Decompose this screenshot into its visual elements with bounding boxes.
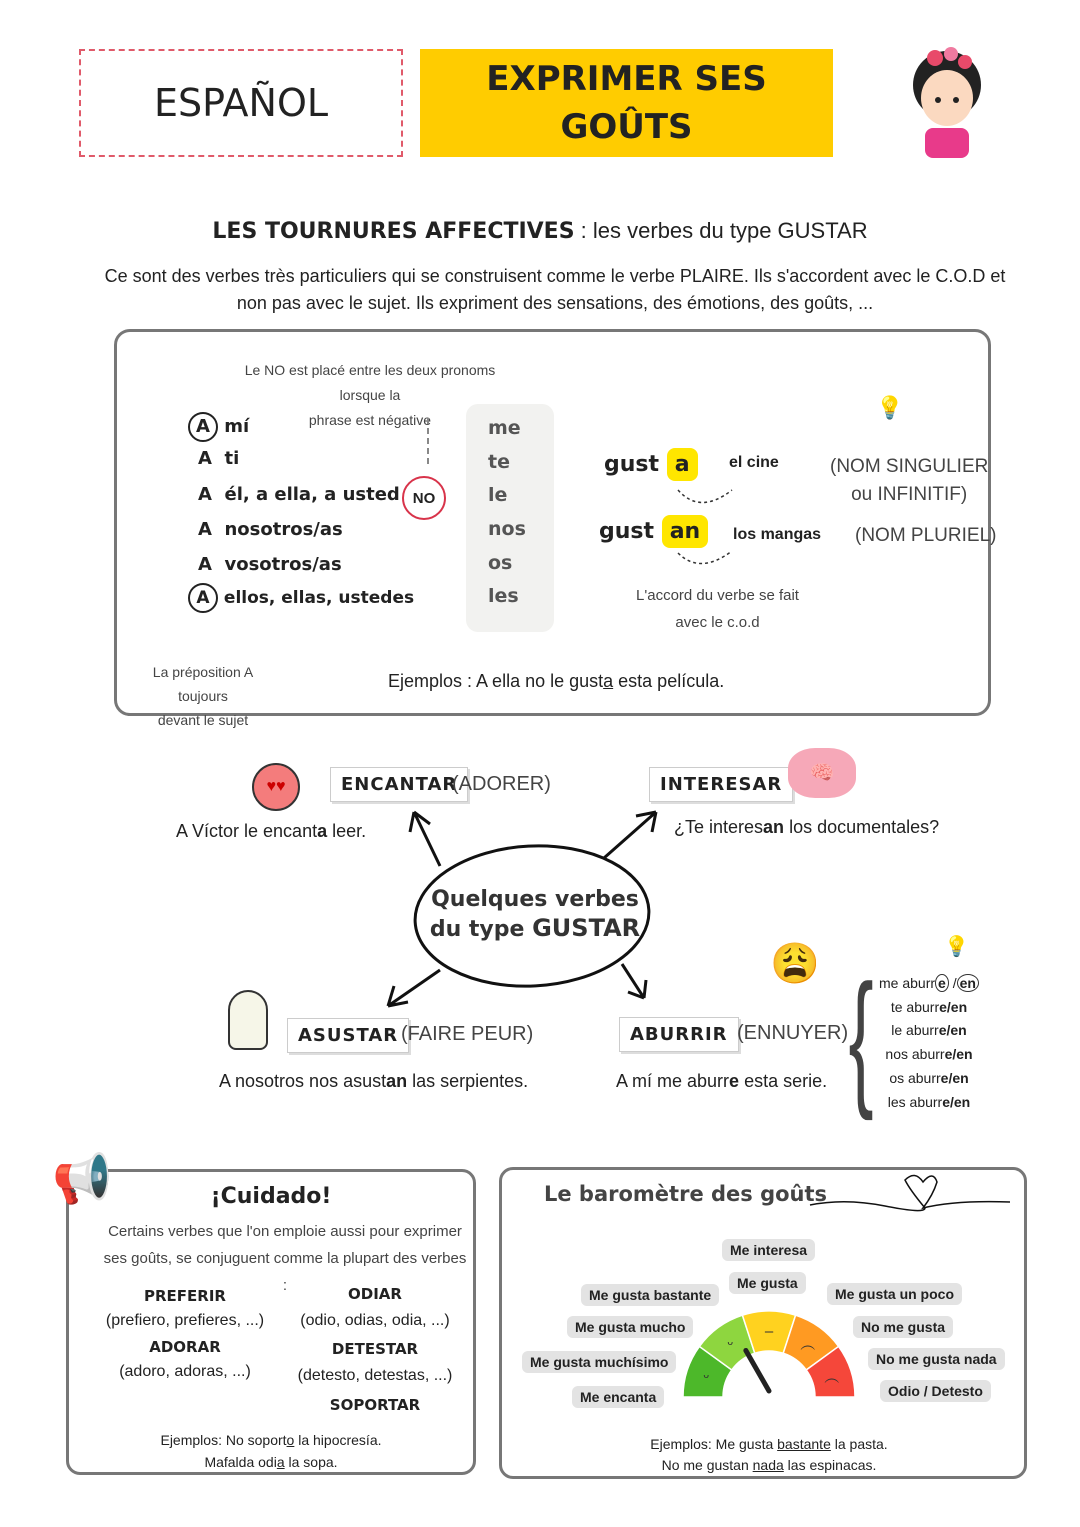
conj-sep: / (952, 975, 957, 991)
verb-soportar: SOPORTAR (329, 1396, 421, 1414)
frown-face-icon: ︵ (800, 1335, 816, 1353)
label-odio-detesto: Odio / Detesto (880, 1380, 991, 1402)
example-line (499, 1434, 1039, 1455)
aburrir-example (616, 1071, 827, 1092)
conj-end: e/en (939, 998, 968, 1015)
conj-line (870, 1043, 988, 1067)
preposition-a: A (198, 448, 212, 469)
conj-line (870, 1019, 988, 1043)
center-line: du type (429, 917, 533, 942)
conj-stem: te aburr (890, 998, 940, 1015)
neutral-face-icon: – (764, 1323, 774, 1340)
bored-girl-icon: 😩 (770, 942, 820, 986)
no-arrow (427, 418, 429, 464)
example-line (66, 1451, 476, 1473)
conj-end: en (957, 974, 979, 992)
example-text: A Víctor le encant (176, 821, 318, 841)
grammar-example (388, 671, 724, 692)
label-me-gusta-un-poco: Me gusta un poco (827, 1283, 962, 1305)
conj-line (870, 1067, 988, 1091)
note-line: phrase est négative (308, 412, 432, 428)
example-text: Ejemplos: Me gusta (650, 1436, 778, 1452)
cuidado-examples (66, 1429, 476, 1473)
subject-row (188, 583, 414, 613)
heading-rest: : les verbes du type GUSTAR (574, 218, 868, 243)
conj-adorar: (adoro, adoras, ...) (119, 1363, 251, 1380)
translation: (ADORER) (452, 773, 551, 795)
text-line: Certains verbes que l'on emploie aussi pour exprimer (108, 1223, 462, 1240)
intro-text (60, 263, 1050, 317)
conj-stem: nos aburr (885, 1046, 945, 1063)
pronoun: le (488, 484, 508, 506)
example-bold: e (729, 1071, 740, 1091)
note-line: Le NO est placé entre les deux pronoms lorsque la (244, 362, 496, 403)
example-text: ¿Te interes (674, 817, 764, 837)
example-text: esta película. (613, 671, 725, 691)
example-underlined: bastante (777, 1436, 831, 1452)
heading-bold: LES TOURNURES AFFECTIVES (212, 219, 575, 244)
gustan-object: los mangas (733, 526, 822, 543)
example-text: Mafalda odi (204, 1454, 277, 1470)
lightbulb-icon: 💡 (944, 936, 969, 958)
example-text: las espinacas. (783, 1457, 877, 1473)
translation: (FAIRE PEUR) (401, 1023, 534, 1045)
verb-asustar: ASUSTAR (287, 1018, 409, 1053)
heart-eyes-emoji-icon: ♥♥ (252, 763, 300, 811)
label-me-gusta-mucho: Me gusta mucho (567, 1316, 693, 1338)
encantar-example (176, 821, 366, 842)
pronoun: me (488, 417, 521, 439)
verb-preferir: PREFERIR (144, 1287, 226, 1305)
example-line (499, 1455, 1039, 1476)
conj-preferir: (prefiero, prefieres, ...) (105, 1312, 265, 1329)
preposition-a-circled: A (188, 583, 218, 613)
preposition-a: A (198, 484, 212, 505)
verb-ending: a (667, 448, 698, 481)
conj-stem: os aburr (889, 1069, 941, 1086)
pronoun: te (488, 451, 510, 473)
example-text: la sopa. (284, 1454, 338, 1470)
ghost-scared-icon (228, 990, 268, 1050)
label-me-gusta-muchisimo: Me gusta muchísimo (522, 1351, 676, 1373)
text-line: ses goûts, se conjuguent comme la plupart des verbes : (103, 1250, 467, 1294)
example-text: las serpientes. (407, 1071, 529, 1091)
verb-stem: gust (604, 452, 660, 477)
preposition-note (128, 660, 278, 732)
verb-adorar: ADORAR (149, 1338, 221, 1356)
label-me-encanta: Me encanta (572, 1386, 664, 1408)
brain-reading-icon: 🧠 (788, 748, 856, 798)
subject-label: ESPAÑOL (153, 81, 329, 125)
subject: nosotros/as (224, 519, 343, 540)
verb-aburrir: ABURRIR (619, 1017, 739, 1052)
interesar-example (674, 817, 939, 838)
label-me-interesa: Me interesa (722, 1239, 815, 1261)
conj-end: e/en (940, 1069, 969, 1086)
label-me-gusta: Me gusta (729, 1272, 806, 1294)
conj-line (870, 1091, 988, 1115)
example-bold: a (317, 821, 328, 841)
note-line: L'accord du verbe se fait (636, 587, 799, 604)
conj-line (870, 996, 988, 1020)
subject: él, a ella, a usted (224, 484, 400, 505)
gusta-example (604, 452, 698, 477)
verb-interesar: INTERESAR (649, 767, 793, 802)
example-underlined: a (276, 1454, 285, 1470)
subject-row (198, 519, 343, 540)
page-title: EXPRIMER SES GOÛTS (486, 59, 767, 147)
verb-detestar: DETESTAR (331, 1340, 419, 1358)
asustar-example (219, 1071, 528, 1092)
translation: (ENNUYER) (737, 1022, 849, 1044)
pronoun: nos (488, 518, 526, 540)
subject-box (79, 49, 403, 157)
frown-face-icon: ︵ (824, 1368, 840, 1386)
smile-face-icon: ᵕ (727, 1335, 734, 1353)
aburrir-conjugation (870, 972, 988, 1114)
conj-detestar: (detesto, detestas, ...) (297, 1367, 453, 1384)
subject: ti (224, 448, 240, 469)
heart-line-decoration (805, 1170, 1015, 1220)
example-underlined: nada (752, 1457, 784, 1473)
title-box (420, 49, 833, 157)
preposition-a: A (198, 554, 212, 575)
subject: mí (224, 416, 250, 437)
agreement-arrows (670, 485, 750, 570)
example-text: la pasta. (830, 1436, 888, 1452)
label-no-me-gusta-nada: No me gusta nada (868, 1348, 1005, 1370)
example-underlined: a (603, 671, 614, 691)
conj-end: e/en (938, 1022, 967, 1039)
subject-row (188, 412, 249, 442)
example-text: No me gustan (661, 1457, 753, 1473)
gusta-note (830, 453, 988, 509)
conj-stem: me aburr (879, 975, 936, 991)
note-line: avec le c.o.d (675, 614, 760, 631)
intro-line: non pas avec le sujet. Ils expriment des sensations, des émotions, des goûts, ... (236, 293, 874, 313)
label-no-me-gusta: No me gusta (853, 1316, 953, 1338)
gustan-note: (NOM PLURIEL) (855, 525, 997, 546)
example-text: Ejemplos: No soport (160, 1432, 287, 1448)
example-bold: an (386, 1071, 408, 1091)
accord-note (630, 582, 805, 636)
pronoun: les (488, 585, 519, 607)
subject-row (198, 484, 400, 505)
verb-odiar: ODIAR (348, 1285, 402, 1303)
subject-row (198, 448, 239, 469)
conj-odiar: (odio, odias, odia, ...) (300, 1312, 450, 1329)
gauge-needle (746, 1350, 769, 1391)
note-line: (NOM SINGULIER (830, 456, 989, 477)
mindmap-center (420, 886, 650, 944)
barometer-examples (499, 1434, 1039, 1476)
megaphone-icon: 📢 (52, 1153, 112, 1206)
frida-illustration (905, 40, 990, 160)
no-badge: NO (402, 476, 446, 520)
conj-stem: le aburr (891, 1022, 939, 1039)
example-text: los documentales? (784, 817, 940, 837)
cuidado-title: ¡Cuidado! (210, 1184, 332, 1209)
note-line: devant le sujet (157, 712, 249, 728)
example-text: A nosotros nos asust (219, 1071, 387, 1091)
example-text: la hipocresía. (294, 1432, 382, 1448)
example-text: A mí me aburr (616, 1071, 730, 1091)
conj-line (870, 972, 988, 996)
example-text: Ejemplos : A ella no le gust (388, 671, 604, 691)
verb-stem: gust (599, 519, 655, 544)
conj-end: e (935, 974, 949, 992)
center-line: Quelques verbes (431, 887, 639, 912)
preposition-a: A (198, 519, 212, 540)
preposition-a-circled: A (188, 412, 218, 442)
example-text: leer. (327, 821, 367, 841)
note-line: La préposition A toujours (152, 664, 254, 704)
example-underlined: o (286, 1432, 295, 1448)
barometer-gauge (678, 1305, 860, 1405)
center-gustar: GUSTAR (532, 914, 641, 942)
gusta-object: el cine (729, 454, 779, 471)
barometer-title: Le baromètre des goûts (544, 1182, 828, 1206)
conj-stem: les aburr (887, 1093, 943, 1110)
smile-face-icon: ᵕ (703, 1368, 710, 1386)
example-bold: an (763, 817, 785, 837)
verb-encantar: ENCANTAR (330, 767, 468, 802)
conj-end: e/en (942, 1093, 971, 1110)
example-line (66, 1429, 476, 1451)
example-text: esta serie. (739, 1071, 828, 1091)
verb-ending: an (662, 515, 709, 548)
curly-brace: { (848, 953, 874, 1121)
note-line: ou INFINITIF) (851, 484, 968, 505)
conj-end: e/en (944, 1046, 973, 1063)
pronoun: os (488, 552, 513, 574)
subject-row (198, 554, 342, 575)
label-me-gusta-bastante: Me gusta bastante (581, 1284, 719, 1306)
subject: ellos, ellas, ustedes (223, 588, 415, 608)
subject: vosotros/as (224, 554, 342, 575)
lightbulb-icon: 💡 (876, 395, 904, 420)
intro-line: Ce sont des verbes très particuliers qui se construisent comme le verbe PLAIRE. Ils s'accordent avec le C.O.D et (104, 266, 1006, 286)
section-heading (0, 218, 1080, 244)
